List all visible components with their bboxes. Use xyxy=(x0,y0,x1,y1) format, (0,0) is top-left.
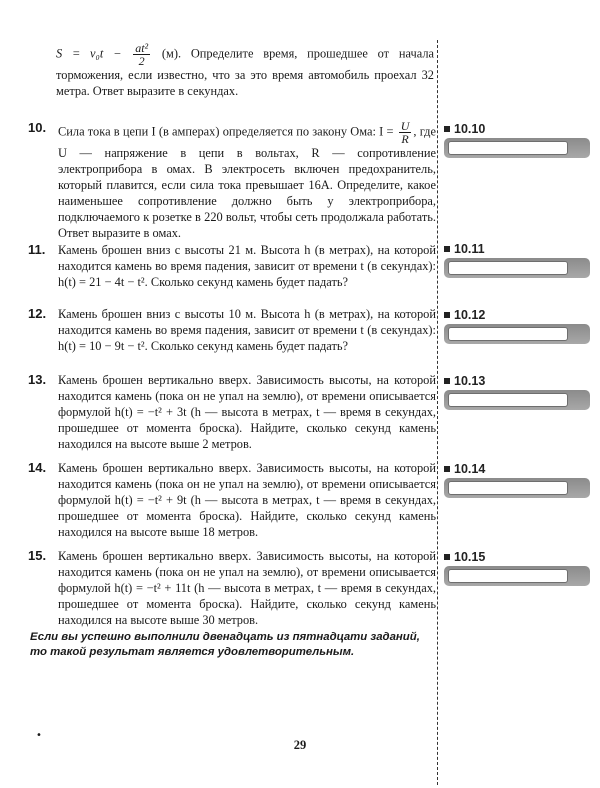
problem-9-continuation xyxy=(56,42,434,99)
print-mark-icon: • xyxy=(36,730,42,741)
answer-input-10-15[interactable] xyxy=(448,569,568,583)
square-bullet-icon xyxy=(444,126,450,132)
problem-text xyxy=(58,120,436,241)
problem-11 xyxy=(28,242,436,290)
problem-text: Камень брошен вертикально вверх. Зависимость высоты, на которой находится камень (пока он не упал на землю), от времени описывается формулой h(t) = −t² + 9t (h — высота в метрах, t — время в секундах, прошедшее от момента броска). Найдите, сколько секунд камень находился на высоте выше 18 метров. xyxy=(58,461,436,539)
answer-input-10-14[interactable] xyxy=(448,481,568,495)
ohm-numerator: U xyxy=(400,119,410,133)
problem-12 xyxy=(28,306,436,354)
answer-box-10-10 xyxy=(444,122,590,158)
problem-text: Камень брошен вертикально вверх. Зависимость высоты, на которой находится камень (пока он не упал на землю), от времени описывается формулой h(t) = −t² + 3t (h — высота в метрах, t — время в секундах, прошедшее от момента броска). Найдите, сколько секунд камень находился на высоте выше 2 метров. xyxy=(58,373,436,451)
answer-field-frame xyxy=(444,138,590,158)
answer-field-frame xyxy=(444,390,590,410)
intro-text: (м). Определите время, прошедшее от начала торможения, если известно, что за это время автомобиль проехал 32 метра. Ответ выразите в секундах. xyxy=(56,46,435,98)
answer-label: 10.15 xyxy=(444,550,590,564)
problem-text: Камень брошен вертикально вверх. Зависимость высоты, на которой находится камень (пока он не упал на землю), от времени описывается формулой h(t) = −t² + 11t (h — высота в метрах, t — время в секундах, прошедшее от момента броска). Найдите, сколько секунд камень находился на высоте выше 30 метров. xyxy=(58,549,436,627)
answer-field-frame xyxy=(444,324,590,344)
answer-box-10-13 xyxy=(444,374,590,410)
intro-frac-numerator: at² xyxy=(135,41,149,55)
problem-number: 13. xyxy=(28,372,47,387)
ohm-fraction xyxy=(399,120,412,145)
page-number: 29 xyxy=(293,738,307,752)
square-bullet-icon xyxy=(444,312,450,318)
answer-box-10-11 xyxy=(444,242,590,278)
answer-input-10-10[interactable] xyxy=(448,141,568,155)
problem-10 xyxy=(28,120,436,241)
square-bullet-icon xyxy=(444,554,450,560)
answer-label: 10.14 xyxy=(444,462,590,476)
margin-cut-line xyxy=(437,40,438,785)
answer-label: 10.10 xyxy=(444,122,590,136)
answer-label: 10.12 xyxy=(444,308,590,322)
square-bullet-icon xyxy=(444,246,450,252)
problem-10-text-b: , где U — напряжение в цепи в вольтах, R — сопротивление электроприбора в омах. В электросеть включен предохранитель, который плавится, если сила тока превышает 16А. Определите, какое наименьшее сопротивление должно быть у электроприбора, подключаемого к розетке в 220 вольт, чтобы сеть продолжала работать. Ответ выразите в омах. xyxy=(58,124,436,240)
answer-input-10-12[interactable] xyxy=(448,327,568,341)
ohm-denominator: R xyxy=(401,132,409,146)
answer-field-frame xyxy=(444,258,590,278)
problem-number: 15. xyxy=(28,548,47,563)
problem-14 xyxy=(28,460,436,540)
problem-number: 11. xyxy=(28,242,46,257)
intro-formula: S = v₀t − xyxy=(56,46,132,61)
intro-fraction xyxy=(133,42,150,67)
answer-input-10-13[interactable] xyxy=(448,393,568,407)
problem-number: 10. xyxy=(28,120,47,135)
summary-note: Если вы успешно выполнили двенадцать из пятнадцати заданий, то такой результат является удовлетворительным. xyxy=(30,631,420,658)
answer-label: 10.11 xyxy=(444,242,590,256)
answer-input-10-11[interactable] xyxy=(448,261,568,275)
answer-field-frame xyxy=(444,566,590,586)
square-bullet-icon xyxy=(444,378,450,384)
problem-text: Камень брошен вниз с высоты 10 м. Высота h (в метрах), на которой находится камень во время падения, зависит от времени t (в секундах): h(t) = 10 − 9t − t². Сколько секунд камень будет падать? xyxy=(58,307,436,353)
problem-number: 12. xyxy=(28,306,47,321)
answer-box-10-14 xyxy=(444,462,590,498)
answer-field-frame xyxy=(444,478,590,498)
problem-text: Камень брошен вниз с высоты 21 м. Высота h (в метрах), на которой находится камень во время падения, зависит от времени t (в секундах): h(t) = 21 − 4t − t². Сколько секунд камень будет падать? xyxy=(58,243,436,289)
intro-frac-denominator: 2 xyxy=(138,54,145,68)
problem-number: 14. xyxy=(28,460,47,475)
problem-15 xyxy=(28,548,436,628)
answer-label: 10.13 xyxy=(444,374,590,388)
answer-box-10-12 xyxy=(444,308,590,344)
answer-box-10-15 xyxy=(444,550,590,586)
square-bullet-icon xyxy=(444,466,450,472)
problem-13 xyxy=(28,372,436,452)
problem-10-text-a: Сила тока в цепи I (в амперах) определяется по закону Ома: I = xyxy=(58,124,397,139)
